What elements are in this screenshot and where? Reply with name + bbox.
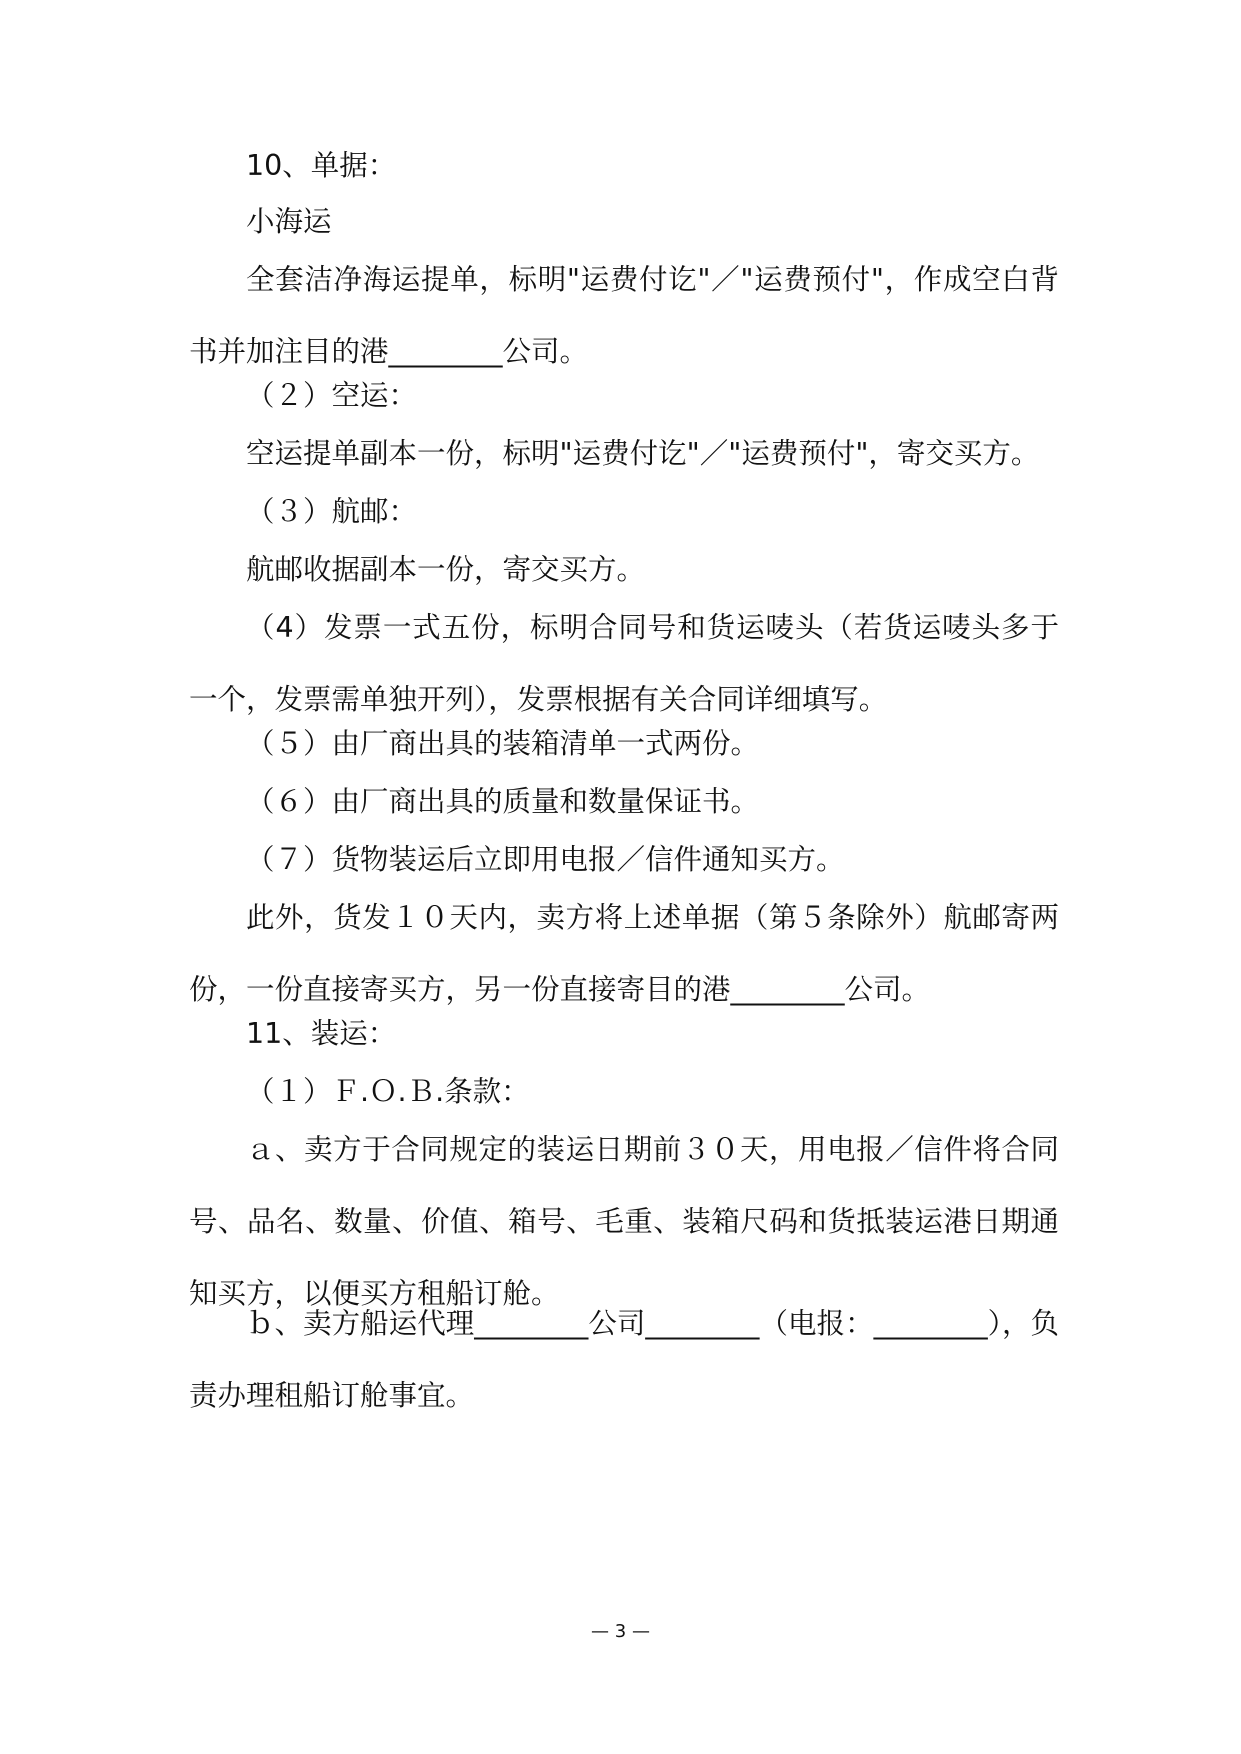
paragraph-sea-transport-title: 小海运 — [246, 205, 332, 238]
paragraph-packing-list: （５）由厂商出具的装箱清单一式两份。 — [246, 727, 760, 760]
paragraph-fob-item-a: ａ、卖方于合同规定的装运日期前３０天，用电报／信件将合同号、品名、数量、价值、箱号、毛重、装箱尺码和货抵装运港日期通知买方，以便买方租船订舱。 — [189, 1133, 1059, 1310]
section-11-heading: 11、装运： — [246, 1017, 397, 1050]
paragraph-airway-bill: 空运提单副本一份，标明"运费付讫"／"运费预付"，寄交买方。 — [246, 437, 1040, 470]
paragraph-quality-certificate: （６）由厂商出具的质量和数量保证书。 — [246, 785, 760, 818]
paragraph-fob-item-b: ｂ、卖方船运代理________公司________（电报：________），负责办理租船订舱事宜。 — [189, 1307, 1059, 1412]
paragraph-invoice: （4）发票一式五份，标明合同号和货运唛头（若货运唛头多于一个，发票需单独开列），发票根据有关合同详细填写。 — [189, 611, 1059, 716]
paragraph-air-mail-receipt: 航邮收据副本一份，寄交买方。 — [246, 553, 646, 586]
paragraph-fob-terms-title: （１）Ｆ.Ｏ.Ｂ.条款： — [246, 1075, 530, 1108]
paragraph-shipment-notice: （７）货物装运后立即用电报／信件通知买方。 — [246, 843, 845, 876]
paragraph-bill-of-lading: 全套洁净海运提单，标明"运费付讫"／"运费预付"，作成空白背书并加注目的港________公司。 — [189, 263, 1059, 368]
paragraph-document-mailing: 此外，货发１０天内，卖方将上述单据（第５条除外）航邮寄两份，一份直接寄买方，另一份直接寄目的港________公司。 — [189, 901, 1059, 1006]
paragraph-air-transport-title: （２）空运： — [246, 379, 418, 412]
page-number: — 3 — — [591, 1621, 650, 1642]
section-10-heading: 10、单据： — [246, 149, 397, 182]
paragraph-air-mail-title: （３）航邮： — [246, 495, 418, 528]
